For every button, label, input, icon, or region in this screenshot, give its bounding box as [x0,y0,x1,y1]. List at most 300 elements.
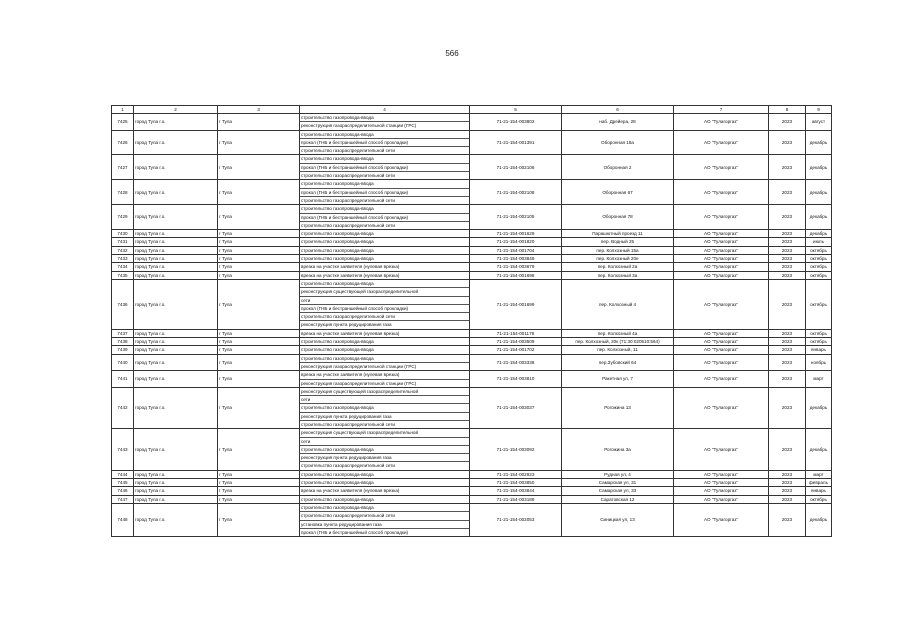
works-cell [300,495,470,503]
cadastral-number-cell: 71-21-154-001391 [470,130,562,155]
row-number: 7426 [112,130,134,155]
organization-cell: АО "Тулагоргаз" [674,114,769,131]
settlement-cell: г Тула [218,479,300,487]
organization-cell: АО "Тулагоргаз" [674,495,769,503]
year-cell: 2023 [769,503,806,536]
work-item: сети [300,396,469,404]
year-cell: 2023 [769,387,806,428]
year-cell: 2023 [769,346,806,354]
year-cell: 2023 [769,338,806,346]
column-header: 9 [806,106,832,114]
work-item: строительство газопровода-ввода [300,404,469,412]
address-cell: наб. Дрейера, 28 [562,114,674,131]
works-cell [300,329,470,337]
table-row [112,479,832,487]
month-cell: декабрь [806,205,832,230]
works-cell [300,479,470,487]
year-cell: 2023 [769,271,806,279]
address-cell: Оборонная 67 [562,180,674,205]
address-cell: пер. Колхозный, 20к (71:30:020510:564) [562,338,674,346]
address-cell: Рогожина 13 [562,387,674,428]
month-cell: декабрь [806,155,832,180]
address-cell: Самарская ул, 31 [562,479,674,487]
works-cell [300,130,470,155]
settlement-cell: г Тула [218,255,300,263]
organization-cell: АО "Тулагоргаз" [674,346,769,354]
row-number: 7446 [112,487,134,495]
year-cell: 2023 [769,263,806,271]
table-row [112,429,832,470]
month-cell: март [806,371,832,388]
cadastral-number-cell: 71-21-154-001178 [470,329,562,337]
work-item: строительство газопровода-ввода [300,131,469,139]
municipality-cell: город Тула г.о. [134,263,218,271]
table-row [112,246,832,254]
work-item: реконструкция пункта редуцирования газа [300,413,469,421]
table-row [112,255,832,263]
address-cell: пер. Колхозный 4 [562,279,674,329]
year-cell: 2023 [769,279,806,329]
address-cell: пер. Колхозный 15а [562,246,674,254]
work-item: строительство газопровода-ввода [300,280,469,288]
work-item: прокол (ГНБ и бестраншейный способ прокладки) [300,305,469,313]
column-header: 3 [218,106,300,114]
work-item: врезка на участке заявителя (нулевая врезка) [301,488,400,494]
work-item: сети [300,438,469,446]
row-number: 7438 [112,338,134,346]
organization-cell: АО "Тулагоргаз" [674,180,769,205]
works-cell [300,114,470,131]
municipality-cell: город Тула г.о. [134,114,218,131]
settlement-cell: г Тула [218,346,300,354]
work-item: реконструкция газораспределительной станции (ГРС) [301,380,417,386]
row-number: 7433 [112,255,134,263]
municipality-cell: город Тула г.о. [134,329,218,337]
settlement-cell: г Тула [218,487,300,495]
address-cell: Оборонная 78 [562,205,674,230]
work-item: реконструкция пункта редуцирования газа [301,322,392,328]
table-row [112,271,832,279]
municipality-cell: город Тула г.о. [134,429,218,470]
cadastral-number-cell: 71-21-154-001699 [470,279,562,329]
municipality-cell: город Тула г.о. [134,487,218,495]
address-cell: Синицкая ул, 13 [562,503,674,536]
work-item: реконструкция существующей газораспределительной [300,288,469,296]
works-cell [300,271,470,279]
gas-connection-registry-table [111,105,832,537]
row-number: 7427 [112,155,134,180]
organization-cell: АО "Тулагоргаз" [674,503,769,536]
municipality-cell: город Тула г.о. [134,387,218,428]
work-item: строительство газопровода-ввода [301,347,374,353]
address-cell: Самарская ул, 33 [562,487,674,495]
table-row [112,230,832,238]
year-cell: 2023 [769,329,806,337]
municipality-cell: город Тула г.о. [134,238,218,246]
table-row [112,346,832,354]
works-cell [300,346,470,354]
cadastral-number-cell: 71-21-154-002106 [470,155,562,180]
work-item: строительство газопровода-ввода [301,339,374,345]
works-cell [300,354,470,371]
work-item: реконструкция пункта редуцирования газа [300,454,469,462]
work-item: строительство газопровода-ввода [301,231,374,237]
month-cell: октябрь [806,255,832,263]
year-cell: 2023 [769,495,806,503]
year-cell: 2023 [769,114,806,131]
works-cell [300,180,470,205]
cadastral-number-cell: 71-21-154-003850 [470,479,562,487]
table-row [112,238,832,246]
year-cell: 2023 [769,470,806,478]
works-cell [300,470,470,478]
organization-cell: АО "Тулагоргаз" [674,246,769,254]
month-cell: июль [806,238,832,246]
works-cell [300,429,470,470]
work-item: строительство газораспределительной сети [301,421,395,427]
cadastral-number-cell: 71-21-154-003679 [470,263,562,271]
cadastral-number-cell: 71-21-154-003802 [470,114,562,131]
month-cell: март [806,470,832,478]
table-row [112,155,832,180]
cadastral-number-cell: 71-21-154-001698 [470,271,562,279]
organization-cell: АО "Тулагоргаз" [674,271,769,279]
month-cell: август [806,114,832,131]
month-cell: декабрь [806,387,832,428]
table-row [112,130,832,155]
table-row [112,338,832,346]
column-header: 7 [674,106,769,114]
work-item: строительство газопровода-ввода [300,180,469,188]
works-cell [300,155,470,180]
column-header: 8 [769,106,806,114]
month-cell: январь [806,346,832,354]
year-cell: 2023 [769,479,806,487]
address-cell: пер. Колхозный 2а [562,263,674,271]
column-header: 2 [134,106,218,114]
row-number: 7440 [112,354,134,371]
row-number: 7441 [112,371,134,388]
address-cell: пер. Колхозный 3а [562,271,674,279]
table-row [112,487,832,495]
works-cell [300,487,470,495]
cadastral-number-cell: 71-21-154-003189 [470,495,562,503]
table-row [112,114,832,131]
work-item: строительство газопровода-ввода [301,239,374,245]
works-cell [300,279,470,329]
column-header: 5 [470,106,562,114]
column-header: 4 [300,106,470,114]
year-cell: 2023 [769,238,806,246]
year-cell: 2023 [769,130,806,155]
year-cell: 2023 [769,246,806,254]
settlement-cell: г Тула [218,429,300,470]
cadastral-number-cell: 71-21-154-003844 [470,487,562,495]
table-row [112,387,832,428]
year-cell: 2023 [769,205,806,230]
month-cell: октябрь [806,263,832,271]
settlement-cell: г Тула [218,271,300,279]
row-number: 7425 [112,114,134,131]
table-row [112,503,832,536]
cadastral-number-cell: 71-21-154-003810 [470,371,562,388]
work-item: прокол (ГНБ и бестраншейный способ прокладки) [300,189,469,197]
organization-cell: АО "Тулагоргаз" [674,470,769,478]
table-row [112,329,832,337]
settlement-cell: г Тула [218,371,300,388]
year-cell: 2023 [769,155,806,180]
works-cell [300,230,470,238]
municipality-cell: город Тула г.о. [134,479,218,487]
row-number: 7436 [112,279,134,329]
work-item: строительство газораспределительной сети [301,463,395,469]
works-cell [300,371,470,388]
municipality-cell: город Тула г.о. [134,271,218,279]
work-item: строительство газопровода-ввода [300,114,469,122]
municipality-cell: город Тула г.о. [134,230,218,238]
address-cell: Ракетная ул, 7 [562,371,674,388]
work-item: прокол (ГНБ и бестраншейный способ прокладки) [300,139,469,147]
table-row [112,205,832,230]
municipality-cell: город Тула г.о. [134,205,218,230]
cadastral-number-cell: 71-21-154-001820 [470,238,562,246]
address-cell: Рогожина 3а [562,429,674,470]
organization-cell: АО "Тулагоргаз" [674,263,769,271]
table-row [112,279,832,329]
municipality-cell: город Тула г.о. [134,155,218,180]
work-item: строительство газораспределительной сети [301,197,395,203]
work-item: врезка на участке заявителя (нулевая врезка) [300,371,469,379]
work-item: строительство газопровода-ввода [300,355,469,363]
month-cell: январь [806,487,832,495]
works-cell [300,503,470,536]
settlement-cell: г Тула [218,338,300,346]
municipality-cell: город Тула г.о. [134,130,218,155]
year-cell: 2023 [769,487,806,495]
settlement-cell: г Тула [218,238,300,246]
row-number: 7434 [112,263,134,271]
municipality-cell: город Тула г.о. [134,255,218,263]
work-item: врезка на участке заявителя (нулевая врезка) [301,330,400,336]
column-header: 6 [562,106,674,114]
year-cell: 2023 [769,354,806,371]
organization-cell: АО "Тулагоргаз" [674,354,769,371]
works-cell [300,238,470,246]
row-number: 7439 [112,346,134,354]
work-item: реконструкция существующей газораспределительной [300,388,469,396]
page-number: 566 [445,49,459,58]
organization-cell: АО "Тулагоргаз" [674,230,769,238]
cadastral-number-cell: 71-21-154-003509 [470,338,562,346]
municipality-cell: город Тула г.о. [134,338,218,346]
work-item: установка пункта редуцирования газа [300,521,469,529]
month-cell: февраль [806,479,832,487]
work-item: строительство газораспределительной сети [301,148,395,154]
table-row [112,470,832,478]
municipality-cell: город Тула г.о. [134,503,218,536]
settlement-cell: г Тула [218,180,300,205]
table-row [112,180,832,205]
year-cell: 2023 [769,180,806,205]
row-number: 7437 [112,329,134,337]
month-cell: октябрь [806,495,832,503]
works-cell [300,263,470,271]
table-row [112,354,832,371]
organization-cell: АО "Тулагоргаз" [674,238,769,246]
work-item: реконструкция существующей газораспределительной [300,429,469,437]
month-cell: ноябрь [806,354,832,371]
cadastral-number-cell: 71-21-154-001704 [470,246,562,254]
work-item: строительство газопровода-ввода [301,496,374,502]
municipality-cell: город Тула г.о. [134,180,218,205]
month-cell: декабрь [806,130,832,155]
table-row [112,371,832,388]
settlement-cell: г Тула [218,470,300,478]
settlement-cell: г Тула [218,263,300,271]
row-number: 7431 [112,238,134,246]
settlement-cell: г Тула [218,387,300,428]
year-cell: 2023 [769,230,806,238]
address-cell: Рудная ул, 4 [562,470,674,478]
cadastral-number-cell: 71-21-154-003338 [470,354,562,371]
work-item: строительство газопровода-ввода [301,480,374,486]
municipality-cell: город Тула г.о. [134,495,218,503]
row-number: 7442 [112,387,134,428]
work-item: прокол (ГНБ и бестраншейный способ прокладки) [300,214,469,222]
work-item: строительство газопровода-ввода [300,155,469,163]
settlement-cell: г Тула [218,130,300,155]
settlement-cell: г Тула [218,495,300,503]
cadastral-number-cell: 71-21-154-003037 [470,387,562,428]
table-row [112,263,832,271]
month-cell: октябрь [806,338,832,346]
organization-cell: АО "Тулагоргаз" [674,479,769,487]
month-cell: декабрь [806,230,832,238]
month-cell: октябрь [806,329,832,337]
address-cell: пер. Колхозный 4а [562,329,674,337]
year-cell: 2023 [769,429,806,470]
settlement-cell: г Тула [218,279,300,329]
month-cell: октябрь [806,246,832,254]
settlement-cell: г Тула [218,205,300,230]
work-item: строительство газораспределительной сети [300,313,469,321]
cadastral-number-cell: 71-21-154-002105 [470,205,562,230]
row-number: 7435 [112,271,134,279]
settlement-cell: г Тула [218,246,300,254]
month-cell: октябрь [806,279,832,329]
row-number: 7444 [112,470,134,478]
address-cell: пер. Колхозный, 11 [562,346,674,354]
row-number: 7432 [112,246,134,254]
cadastral-number-cell: 71-21-154-001702 [470,346,562,354]
organization-cell: АО "Тулагоргаз" [674,329,769,337]
year-cell: 2023 [769,255,806,263]
settlement-cell: г Тула [218,503,300,536]
month-cell: декабрь [806,429,832,470]
column-header: 1 [112,106,134,114]
cadastral-number-cell: 71-21-154-002108 [470,180,562,205]
municipality-cell: город Тула г.о. [134,346,218,354]
organization-cell: АО "Тулагоргаз" [674,255,769,263]
settlement-cell: г Тула [218,155,300,180]
municipality-cell: город Тула г.о. [134,246,218,254]
works-cell [300,255,470,263]
address-cell: пер. Водный 25 [562,238,674,246]
organization-cell: АО "Тулагоргаз" [674,130,769,155]
year-cell: 2023 [769,371,806,388]
works-cell [300,387,470,428]
municipality-cell: город Тула г.о. [134,371,218,388]
row-number: 7447 [112,495,134,503]
work-item: строительство газопровода-ввода [300,446,469,454]
cadastral-number-cell: 71-21-154-002923 [470,470,562,478]
cadastral-number-cell: 71-21-154-003092 [470,429,562,470]
organization-cell: АО "Тулагоргаз" [674,487,769,495]
settlement-cell: г Тула [218,230,300,238]
month-cell: декабрь [806,503,832,536]
organization-cell: АО "Тулагоргаз" [674,279,769,329]
work-item: врезка на участке заявителя (нулевая врезка) [301,272,400,278]
row-number: 7430 [112,230,134,238]
municipality-cell: город Тула г.о. [134,279,218,329]
row-number: 7445 [112,479,134,487]
work-item: строительство газопровода-ввода [300,504,469,512]
address-cell: Оборонная 2 [562,155,674,180]
row-number: 7429 [112,205,134,230]
work-item: прокол (ГНБ и бестраншейный способ прокладки) [300,164,469,172]
address-cell: Оборонная 18а [562,130,674,155]
organization-cell: АО "Тулагоргаз" [674,429,769,470]
row-number: 7428 [112,180,134,205]
municipality-cell: город Тула г.о. [134,470,218,478]
work-item: строительство газопровода-ввода [301,247,374,253]
cadastral-number-cell: 71-21-154-002053 [470,503,562,536]
column-number-row [112,106,832,114]
address-cell: пер.Зубовский 64 [562,354,674,371]
organization-cell: АО "Тулагоргаз" [674,371,769,388]
cadastral-number-cell: 71-21-154-003849 [470,255,562,263]
work-item: строительство газораспределительной сети [300,512,469,520]
works-cell [300,246,470,254]
work-item: строительство газораспределительной сети [301,222,395,228]
work-item: реконструкция газораспределительной станции (ГРС) [301,363,417,369]
settlement-cell: г Тула [218,354,300,371]
settlement-cell: г Тула [218,114,300,131]
work-item: прокол (ГНБ и бестраншейный способ прокладки) [301,529,409,535]
work-item: строительство газопровода-ввода [301,256,374,262]
month-cell: октябрь [806,271,832,279]
work-item: врезка на участке заявителя (нулевая врезка) [301,264,400,270]
address-cell: пер. Колхозный 20е [562,255,674,263]
organization-cell: АО "Тулагоргаз" [674,387,769,428]
settlement-cell: г Тула [218,329,300,337]
works-cell [300,205,470,230]
organization-cell: АО "Тулагоргаз" [674,205,769,230]
address-cell: Парашютный проезд 11 [562,230,674,238]
work-item: строительство газопровода-ввода [301,471,374,477]
works-cell [300,338,470,346]
address-cell: Саратовская 12 [562,495,674,503]
row-number: 7443 [112,429,134,470]
work-item: сети [300,297,469,305]
municipality-cell: город Тула г.о. [134,354,218,371]
work-item: реконструкция газораспределительной станции (ГРС) [301,123,417,129]
registry-body [112,114,832,537]
month-cell: декабрь [806,180,832,205]
organization-cell: АО "Тулагоргаз" [674,155,769,180]
organization-cell: АО "Тулагоргаз" [674,338,769,346]
cadastral-number-cell: 71-21-154-001629 [470,230,562,238]
